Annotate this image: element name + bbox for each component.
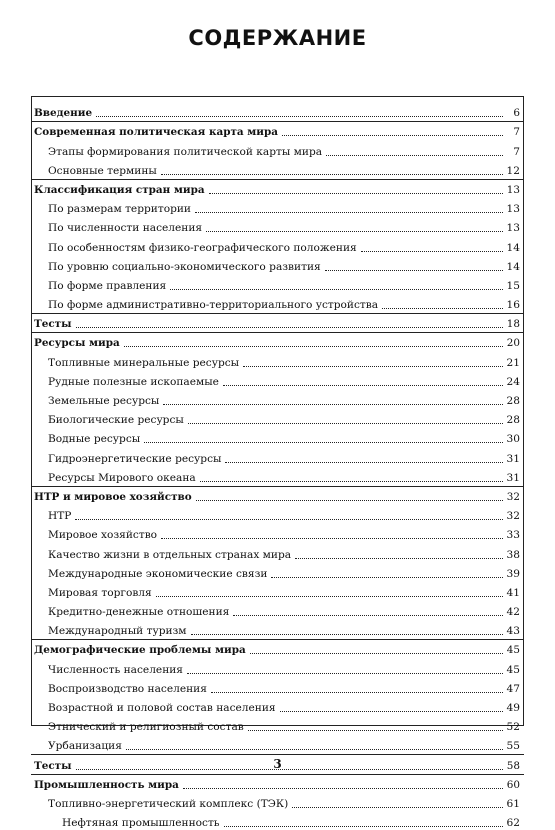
toc-subsection-entry[interactable] [34,159,520,178]
dot-leader [126,749,503,750]
toc-subsection-entry[interactable] [34,523,520,542]
toc-entry-label: Урбанизация [48,740,122,753]
toc-entry-label: По размерам территории [48,203,191,216]
toc-entry-page: 24 [506,375,520,388]
toc-entry-page: 45 [506,644,520,657]
toc-entry-label: Топливные минеральные ресурсы [48,356,240,369]
toc-subsection-entry[interactable] [34,715,520,734]
toc-section-entry[interactable] [34,120,520,139]
toc-entry-label: Топливно-энергетический комплекс (ТЭК) [48,797,289,810]
dot-leader [361,251,503,252]
toc-entry-page: 31 [506,471,520,484]
toc-entry-page: 49 [506,702,520,714]
toc-subsection-entry[interactable] [34,350,520,369]
toc-subsection-entry[interactable] [34,255,520,274]
toc-entry-page: 7 [513,145,520,158]
dot-leader [96,116,503,117]
toc-subsection-entry[interactable] [34,562,520,581]
dot-leader [183,788,503,789]
toc-subsection-entry[interactable] [34,427,520,446]
toc-entry-label: Промышленность мира [34,778,179,791]
toc-subsection-entry[interactable] [34,408,520,427]
dot-leader [325,270,503,271]
dot-leader [223,385,503,386]
toc-subsection-entry[interactable] [34,235,520,254]
toc-entry-page: 21 [506,356,520,369]
toc-entry-label: По численности населения [48,222,203,235]
toc-entry-label: Классификация стран мира [34,183,205,196]
dot-leader [188,423,503,424]
toc-entry-label: По форме административно-территориального устройства [48,299,379,312]
toc-entry-page: 13 [506,222,520,235]
toc-entry-label: НТР и мировое хозяйство [34,490,192,503]
dot-leader [195,212,503,213]
toc-entry-page: 13 [506,203,520,216]
toc-entry-page: 45 [506,663,520,676]
toc-list [34,101,520,830]
toc-entry-page: 58 [506,759,520,772]
dot-leader [382,308,503,309]
dot-leader [280,711,503,712]
toc-entry-page: 38 [506,548,520,561]
dot-leader [76,327,503,328]
dot-leader [225,462,503,463]
toc-subsection-entry[interactable] [34,466,520,485]
toc-entry-page: 30 [506,433,520,446]
toc-entry-label: Качество жизни в отдельных странах мира [48,548,292,561]
toc-subsection-entry[interactable] [34,734,520,753]
toc-section-entry[interactable] [34,485,520,504]
toc-entry-label: По форме правления [48,279,167,292]
dot-leader [295,558,503,559]
toc-section-entry[interactable] [34,312,520,331]
toc-entry-page: 39 [506,567,520,580]
toc-entry-page: 42 [506,606,520,619]
dot-leader [187,673,503,674]
dot-leader [200,481,503,482]
toc-subsection-entry[interactable] [34,792,520,811]
toc-entry-label: Тесты [34,759,72,772]
toc-entry-page: 52 [506,721,520,734]
toc-entry-label: Современная политическая карта мира [34,126,278,139]
toc-entry-page: 12 [506,164,520,177]
toc-entry-page: 33 [506,529,520,542]
toc-entry-label: Мировое хозяйство [48,529,158,542]
toc-entry-page: 32 [506,490,520,503]
toc-subsection-entry[interactable] [34,274,520,293]
dot-leader [161,538,503,539]
toc-subsection-entry[interactable] [34,657,520,676]
dot-leader [248,730,503,731]
toc-subsection-entry[interactable] [34,293,520,312]
dot-leader [161,174,503,175]
toc-entry-label: Рудные полезные ископаемые [48,375,219,388]
toc-entry-page: 32 [506,510,520,523]
toc-entry-page: 7 [513,126,520,139]
toc-entry-page: 6 [513,107,520,120]
toc-section-entry[interactable] [34,331,520,350]
toc-entry-label: Численность населения [48,663,183,676]
toc-entry-label: Возрастной и половой состав населения [48,702,276,714]
toc-entry-label: Гидроэнергетические ресурсы [48,452,222,465]
toc-entry-label: Международный туризм [48,625,187,638]
toc-subsection-entry[interactable] [34,446,520,465]
toc-entry-label: Этапы формирования политической карты мира [48,145,323,158]
dot-leader [326,155,503,156]
dot-leader [191,634,503,635]
dot-leader [163,404,503,405]
toc-entry-label: Воспроизводство населения [48,682,207,695]
dot-leader [250,653,503,654]
dot-leader [124,346,503,347]
toc-subsection-entry[interactable] [34,197,520,216]
toc-entry-page: 55 [506,740,520,753]
toc-entry-page: 20 [506,337,520,350]
toc-entry-page: 16 [506,299,520,312]
toc-entry-label: Биологические ресурсы [48,414,184,427]
toc-subsection-entry[interactable] [34,389,520,408]
dot-leader [209,193,503,194]
toc-entry-label: НТР [48,510,72,523]
toc-subsection-entry[interactable] [34,139,520,158]
toc-entry-label: Кредитно-денежные отношения [48,606,230,619]
toc-entry-label: Ресурсы Мирового океана [48,471,196,484]
toc-entry-label: Демографические проблемы мира [34,644,246,657]
dot-leader [144,442,503,443]
toc-entry-page: 43 [506,625,520,638]
toc-entry-label: По особенностям физико-географического положения [48,241,357,254]
toc-entry-label: Основные термины [48,164,157,177]
page-number: 3 [273,757,282,771]
toc-subsection-entry[interactable] [34,370,520,389]
toc-subsection-entry[interactable] [34,677,520,696]
dot-leader [271,577,503,578]
dot-leader [233,615,503,616]
toc-entry-page: 15 [506,279,520,292]
dot-leader [243,366,503,367]
toc-entry-page: 41 [506,586,520,599]
dot-leader [211,692,503,693]
toc-subsection-entry[interactable] [34,811,520,830]
toc-section-entry[interactable] [34,638,520,657]
toc-subsection-entry[interactable] [34,216,520,235]
toc-entry-label: Этнический и религиозный состав [48,721,244,734]
toc-entry-page: 14 [506,241,520,254]
dot-leader [224,826,503,827]
toc-entry-page: 18 [506,318,520,331]
toc-entry-page: 61 [506,797,520,810]
toc-entry-label: Международные экономические связи [48,567,268,580]
toc-entry-label: Введение [34,107,93,120]
toc-subsection-entry[interactable] [34,542,520,561]
toc-entry-page: 13 [506,183,520,196]
toc-entry-page: 28 [506,395,520,407]
dot-leader [282,135,503,136]
toc-entry-label: Нефтяная промышленность [62,817,220,830]
dot-leader [206,231,503,232]
page-title: СОДЕРЖАНИЕ [188,26,367,50]
toc-subsection-entry[interactable] [34,581,520,600]
toc-subsection-entry[interactable] [34,600,520,619]
toc-subsection-entry[interactable] [34,696,520,715]
toc-entry-label: По уровню социально-экономического развития [48,260,321,273]
toc-entry-page: 60 [506,778,520,791]
toc-entry-page: 62 [506,817,520,830]
toc-entry-page: 28 [506,414,520,427]
toc-entry-label: Земельные ресурсы [48,395,160,407]
toc-entry-page: 47 [506,682,520,695]
dot-leader [170,289,503,290]
dot-leader [292,807,503,808]
toc-entry-label: Ресурсы мира [34,337,120,350]
toc-subsection-entry[interactable] [34,504,520,523]
toc-section-entry[interactable] [34,773,520,792]
dot-leader [75,519,503,520]
dot-leader [196,500,503,501]
toc-subsection-entry[interactable] [34,619,520,638]
toc-entry-label: Тесты [34,318,72,331]
dot-leader [156,596,503,597]
toc-section-entry[interactable] [34,178,520,197]
toc-entry-label: Мировая торговля [48,586,152,599]
toc-section-entry[interactable] [34,101,520,120]
toc-entry-label: Водные ресурсы [48,433,141,446]
toc-entry-page: 31 [506,452,520,465]
toc-entry-page: 14 [506,260,520,273]
